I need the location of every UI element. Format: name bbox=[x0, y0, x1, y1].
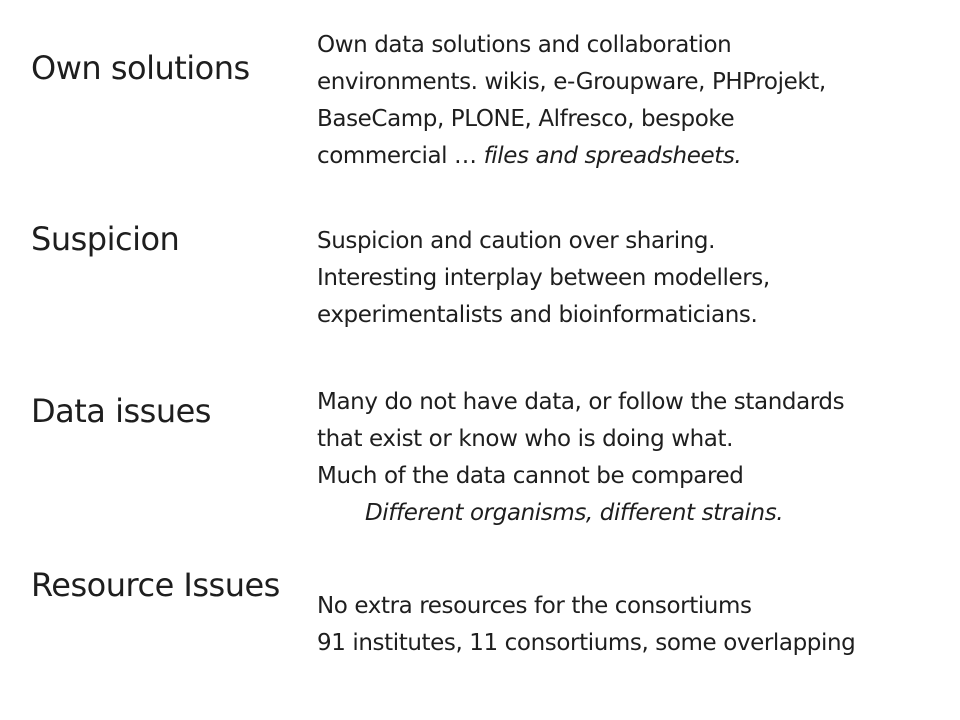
heading-own-solutions: Own solutions bbox=[31, 49, 250, 87]
text-block-resource-issues bbox=[317, 588, 953, 662]
text-line: BaseCamp, PLONE, Alfresco, bespoke bbox=[317, 106, 735, 132]
text-block-suspicion bbox=[317, 223, 953, 334]
text-line: 91 institutes, 11 consortiums, some overlapping bbox=[317, 630, 856, 656]
text-line-plain: commercial … bbox=[317, 143, 484, 169]
text-line: Much of the data cannot be compared bbox=[317, 463, 744, 489]
text-block-data-issues bbox=[317, 384, 953, 532]
text-line: Suspicion and caution over sharing. bbox=[317, 228, 716, 254]
text-line: Own data solutions and collaboration bbox=[317, 32, 732, 58]
text-line: Many do not have data, or follow the standards bbox=[317, 389, 845, 415]
text-line: experimentalists and bioinformaticians. bbox=[317, 302, 758, 328]
text-line: that exist or know who is doing what. bbox=[317, 426, 734, 452]
heading-data-issues: Data issues bbox=[31, 392, 211, 430]
text-line: environments. wikis, e-Groupware, PHProjekt, bbox=[317, 69, 826, 95]
text-line bbox=[317, 138, 953, 175]
text-line-emphasis: files and spreadsheets. bbox=[483, 143, 742, 169]
text-block-own-solutions bbox=[317, 27, 953, 175]
text-line: Interesting interplay between modellers, bbox=[317, 265, 770, 291]
text-line: No extra resources for the consortiums bbox=[317, 593, 752, 619]
text-line-emphasis: Different organisms, different strains. bbox=[365, 500, 784, 526]
heading-suspicion: Suspicion bbox=[31, 220, 180, 258]
heading-resource-issues: Resource Issues bbox=[31, 566, 280, 604]
